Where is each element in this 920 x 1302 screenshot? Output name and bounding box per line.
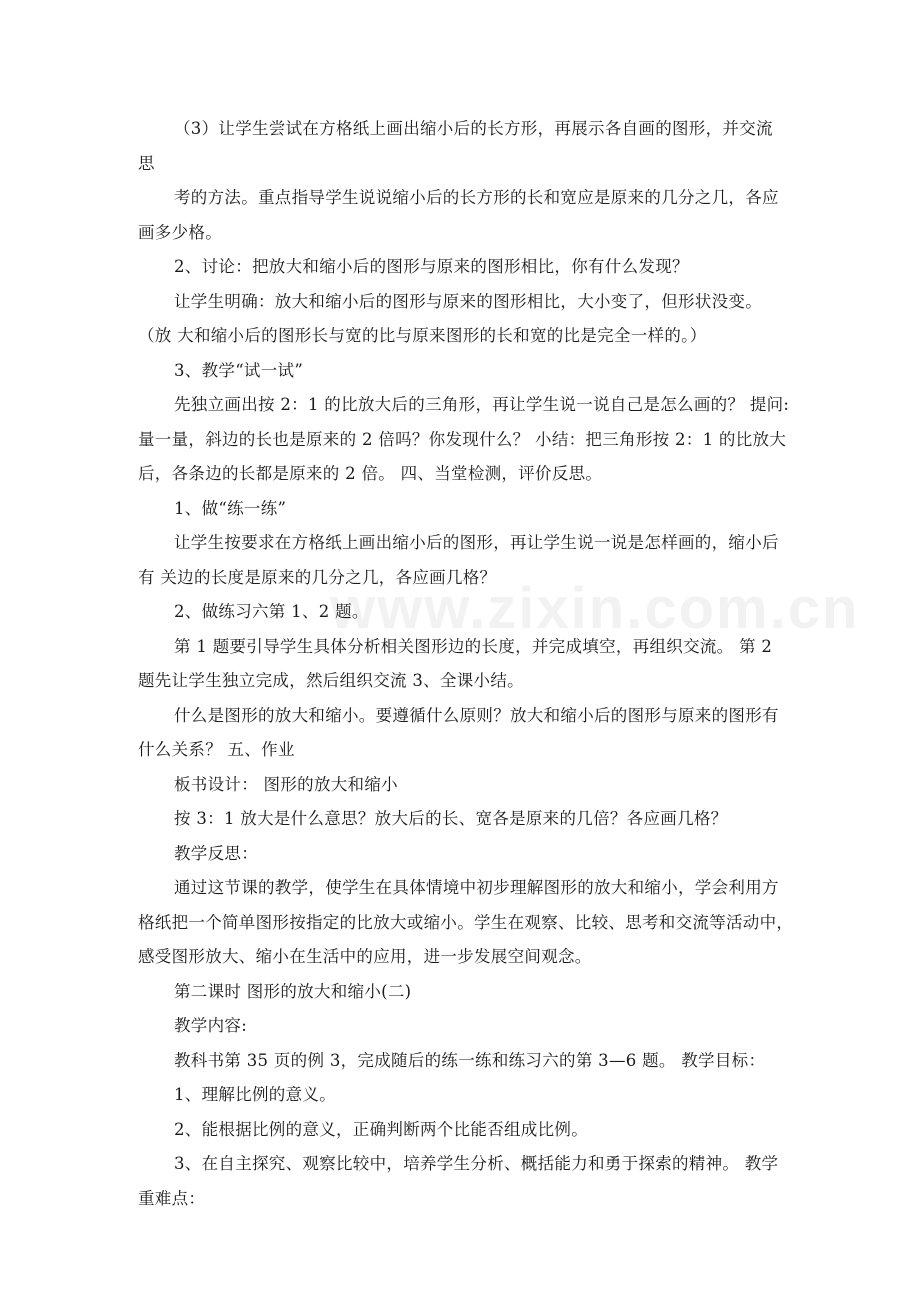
text-line: 让学生按要求在方格纸上画出缩小后的图形，再让学生说一说是怎样画的，缩小后 [174, 533, 779, 552]
text-line: 有 关边的长度是原来的几分之几，各应画几格？ [138, 567, 497, 587]
text-line: 量一量，斜边的长也是原来的 2 倍吗？你发现什么？ 小结：把三角形按 2：1 的比放大 [138, 429, 787, 449]
text-line: 3、在自主探究、观察比较中，培养学生分析、概括能力和勇于探索的精神。 教学 [174, 1154, 779, 1173]
text-line: 2、讨论：把放大和缩小后的图形与原来的图形相比，你有什么发现？ [174, 257, 689, 276]
text-line: 思 [138, 153, 155, 173]
text-line: 通过这节课的教学，使学生在具体情境中初步理解图形的放大和缩小，学会利用方 [174, 878, 779, 897]
text-line: 让学生明确：放大和缩小后的图形与原来的图形相比，大小变了，但形状没变。 [174, 291, 762, 311]
text-line: 画多少格。 [138, 222, 222, 242]
text-line: 考的方法。重点指导学生说说缩小后的长方形的长和宽应是原来的几分之几，各应 [174, 188, 779, 207]
text-line: 格纸把一个简单图形按指定的比放大或缩小。学生在观察、比较、思考和交流等活动中， [138, 912, 794, 932]
text-line: 什么关系？ 五、作业 [138, 740, 295, 759]
text-line: 题先让学生独立完成，然后组织交流 3、全课小结。 [138, 671, 524, 690]
text-line: 2、做练习六第 1、2 题。 [174, 602, 369, 621]
text-line: 1、做“练一练” [174, 498, 287, 518]
text-line: 2、能根据比例的意义，正确判断两个比能否组成比例。 [174, 1119, 588, 1139]
text-line: 先独立画出按 2：1 的比放大后的三角形，再让学生说一说自己是怎么画的？ 提问: [174, 395, 790, 414]
text-line: 1、理解比例的意义。 [174, 1085, 336, 1104]
text-line: 第 1 题要引导学生具体分析相关图形边的长度，并完成填空，再组织交流。 第 2 [174, 636, 773, 656]
text-line: 板书设计： 图形的放大和缩小 [174, 774, 398, 794]
text-line: 后，各条边的长都是原来的 2 倍。 四、当堂检测，评价反思。 [138, 464, 603, 483]
text-line: 感受图形放大、缩小在生活中的应用，进一步发展空间观念。 [138, 947, 592, 966]
text-line: 按 3：1 放大是什么意思？放大后的长、宽各是原来的几倍？各应画几格？ [174, 809, 728, 828]
watermark: www.zixin.com.cn [330, 576, 860, 641]
section-heading: 第二课时 图形的放大和缩小(二) [174, 981, 412, 1001]
text-line: 重难点： [138, 1188, 206, 1208]
text-line: 3、教学“试一试” [174, 360, 304, 380]
document-body [138, 112, 794, 1216]
text-line: 什么是图形的放大和缩小。要遵循什么原则？放大和缩小后的图形与原来的图形有 [174, 705, 779, 725]
text-line: 教学反思： [174, 843, 258, 863]
text-line: 教科书第 35 页的例 3，完成随后的练一练和练习六的第 3—6 题。 教学目标： [174, 1050, 766, 1070]
text-line: （放 大和缩小后的图形长与宽的比与原来图形的长和宽的比是完全一样的。） [138, 326, 707, 345]
text-line: （3）让学生尝试在方格纸上画出缩小后的长方形，再展示各自画的图形，并交流 [174, 119, 773, 138]
text-line: 教学内容: [174, 1016, 248, 1035]
